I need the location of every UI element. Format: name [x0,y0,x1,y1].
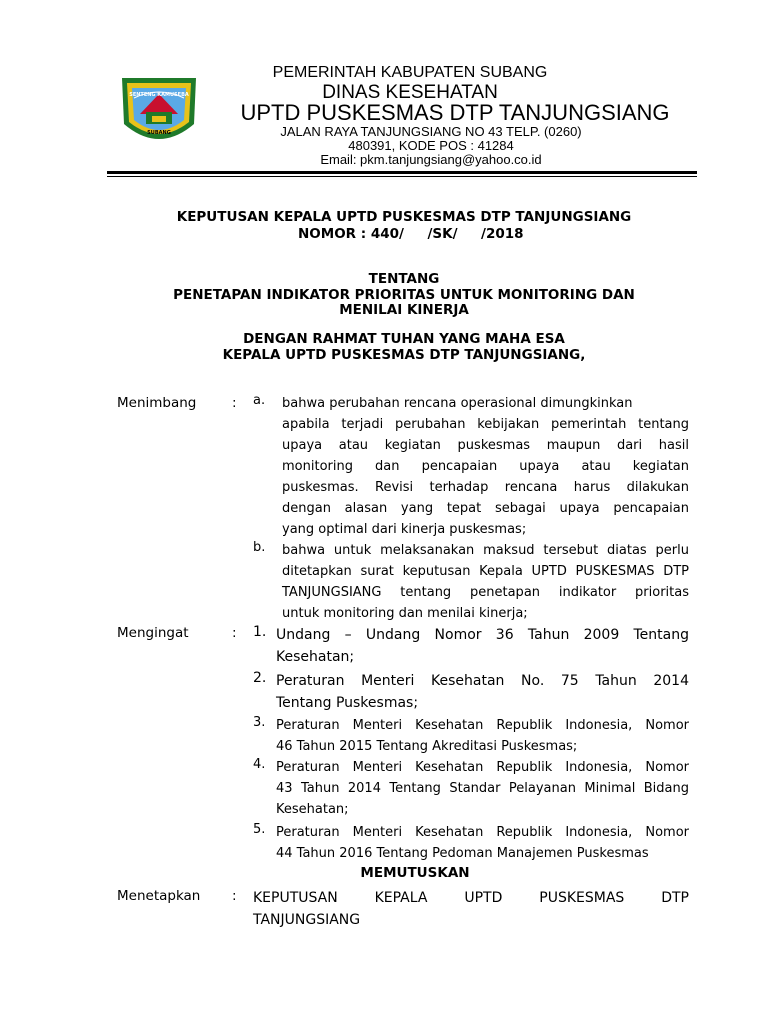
list-item [282,393,689,540]
menimbang-marker-b: b. [253,540,266,555]
menimbang-b-line: TANJUNGSIANG tentang penetapan indikator prioritas [282,585,689,600]
regency-logo [116,74,202,154]
mengingat-3-line: 46 Tahun 2015 Tentang Akreditasi Puskesmas; [276,739,578,754]
menetapkan-line: TANJUNGSIANG [253,912,361,928]
menimbang-b-line: bahwa untuk melaksanakan maksud tersebut diatas perlu [282,543,689,558]
letterhead-divider-thick [107,171,697,174]
tentang-heading: TENTANG [368,271,440,287]
menimbang-a-line: yang optimal dari kinerja puskesmas; [282,522,527,537]
menimbang-a-line: dengan alasan yang tepat sebagai upaya pencapaian [282,501,689,516]
list-item [276,624,689,668]
mengingat-marker-4: 4. [253,757,266,772]
mengingat-5-line: 44 Tahun 2016 Tentang Pedoman Manajemen Puskesmas [276,846,649,861]
menimbang-b-line: untuk monitoring dan menilai kinerja; [282,606,528,621]
kop-line-3: UPTD PUSKESMAS DTP TANJUNGSIANG [240,100,670,125]
menimbang-a-line: bahwa perubahan rencana operasional dimungkinkan [282,396,633,411]
decree-title: KEPUTUSAN KEPALA UPTD PUSKESMAS DTP TANJUNGSIANG [176,209,632,225]
list-item [282,540,689,624]
menetapkan-colon: : [232,888,237,904]
mengingat-2-line: Peraturan Menteri Kesehatan No. 75 Tahun 2014 [276,673,689,689]
kop-line-6: Email: pkm.tanjungsiang@yahoo.co.id [320,152,542,167]
mengingat-1-line: Kesehatan; [276,649,355,665]
mengingat-marker-5: 5. [253,822,266,837]
menimbang-label: Menimbang [117,395,197,411]
mengingat-marker-3: 3. [253,715,266,730]
logo-bottom-text: SUBANG [147,130,171,136]
mengingat-4-line: Peraturan Menteri Kesehatan Republik Indonesia, Nomor [276,760,689,775]
mengingat-1-line: Undang – Undang Nomor 36 Tahun 2009 Tentang [276,627,689,643]
kop-line-2: DINAS KESEHATAN [322,82,498,103]
menimbang-a-line: puskesmas. Revisi terhadap rencana harus dilakukan [282,480,689,495]
menimbang-a-line: apabila terjadi perubahan kebijakan pemerintah tentang [282,417,689,432]
mengingat-3-line: Peraturan Menteri Kesehatan Republik Indonesia, Nomor [276,718,689,733]
menetapkan-text [253,887,689,931]
list-item [276,757,689,820]
rahmat-line: DENGAN RAHMAT TUHAN YANG MAHA ESA [243,331,565,347]
menetapkan-label: Menetapkan [117,888,201,904]
mengingat-2-line: Tentang Puskesmas; [276,695,419,711]
mengingat-colon: : [232,625,237,641]
kop-line-5: 480391, KODE POS : 41284 [348,138,514,153]
menimbang-marker-a: a. [253,393,266,408]
subject-line-1: PENETAPAN INDIKATOR PRIORITAS UNTUK MONITORING DAN [173,287,635,303]
mengingat-marker-2: 2. [253,670,267,686]
menimbang-a-line: monitoring dan pencapaian upaya atau kegiatan [282,459,689,474]
mengingat-marker-1: 1. [253,624,267,640]
list-item [276,670,689,714]
letterhead-divider-thin [107,176,697,177]
mengingat-4-line: Kesehatan; [276,802,349,817]
menetapkan-line: KEPUTUSAN KEPALA UPTD PUSKESMAS DTP [253,890,689,906]
mengingat-label: Mengingat [117,625,189,641]
kepala-line: KEPALA UPTD PUSKESMAS DTP TANJUNGSIANG, [222,347,586,363]
menimbang-a-line: upaya atau kegiatan puskesmas maupun dari hasil [282,438,689,453]
memutuskan-heading: MEMUTUSKAN [360,865,470,881]
list-item [276,822,689,864]
logo-top-text: SENTENG KAMUSEBA [129,92,189,98]
decree-number: NOMOR : 440/ /SK/ /2018 [298,226,524,242]
menimbang-colon: : [232,395,237,411]
mengingat-4-line: 43 Tahun 2014 Tentang Standar Pelayanan Minimal Bidang [276,781,689,796]
menimbang-b-line: ditetapkan surat keputusan Kepala UPTD PUSKESMAS DTP [282,564,689,579]
mengingat-5-line: Peraturan Menteri Kesehatan Republik Indonesia, Nomor [276,825,689,840]
list-item [276,715,689,757]
kop-line-1: PEMERINTAH KABUPATEN SUBANG [272,64,548,81]
kop-line-4: JALAN RAYA TANJUNGSIANG NO 43 TELP. (0260) [280,124,582,139]
subject-line-2: MENILAI KINERJA [339,302,469,318]
